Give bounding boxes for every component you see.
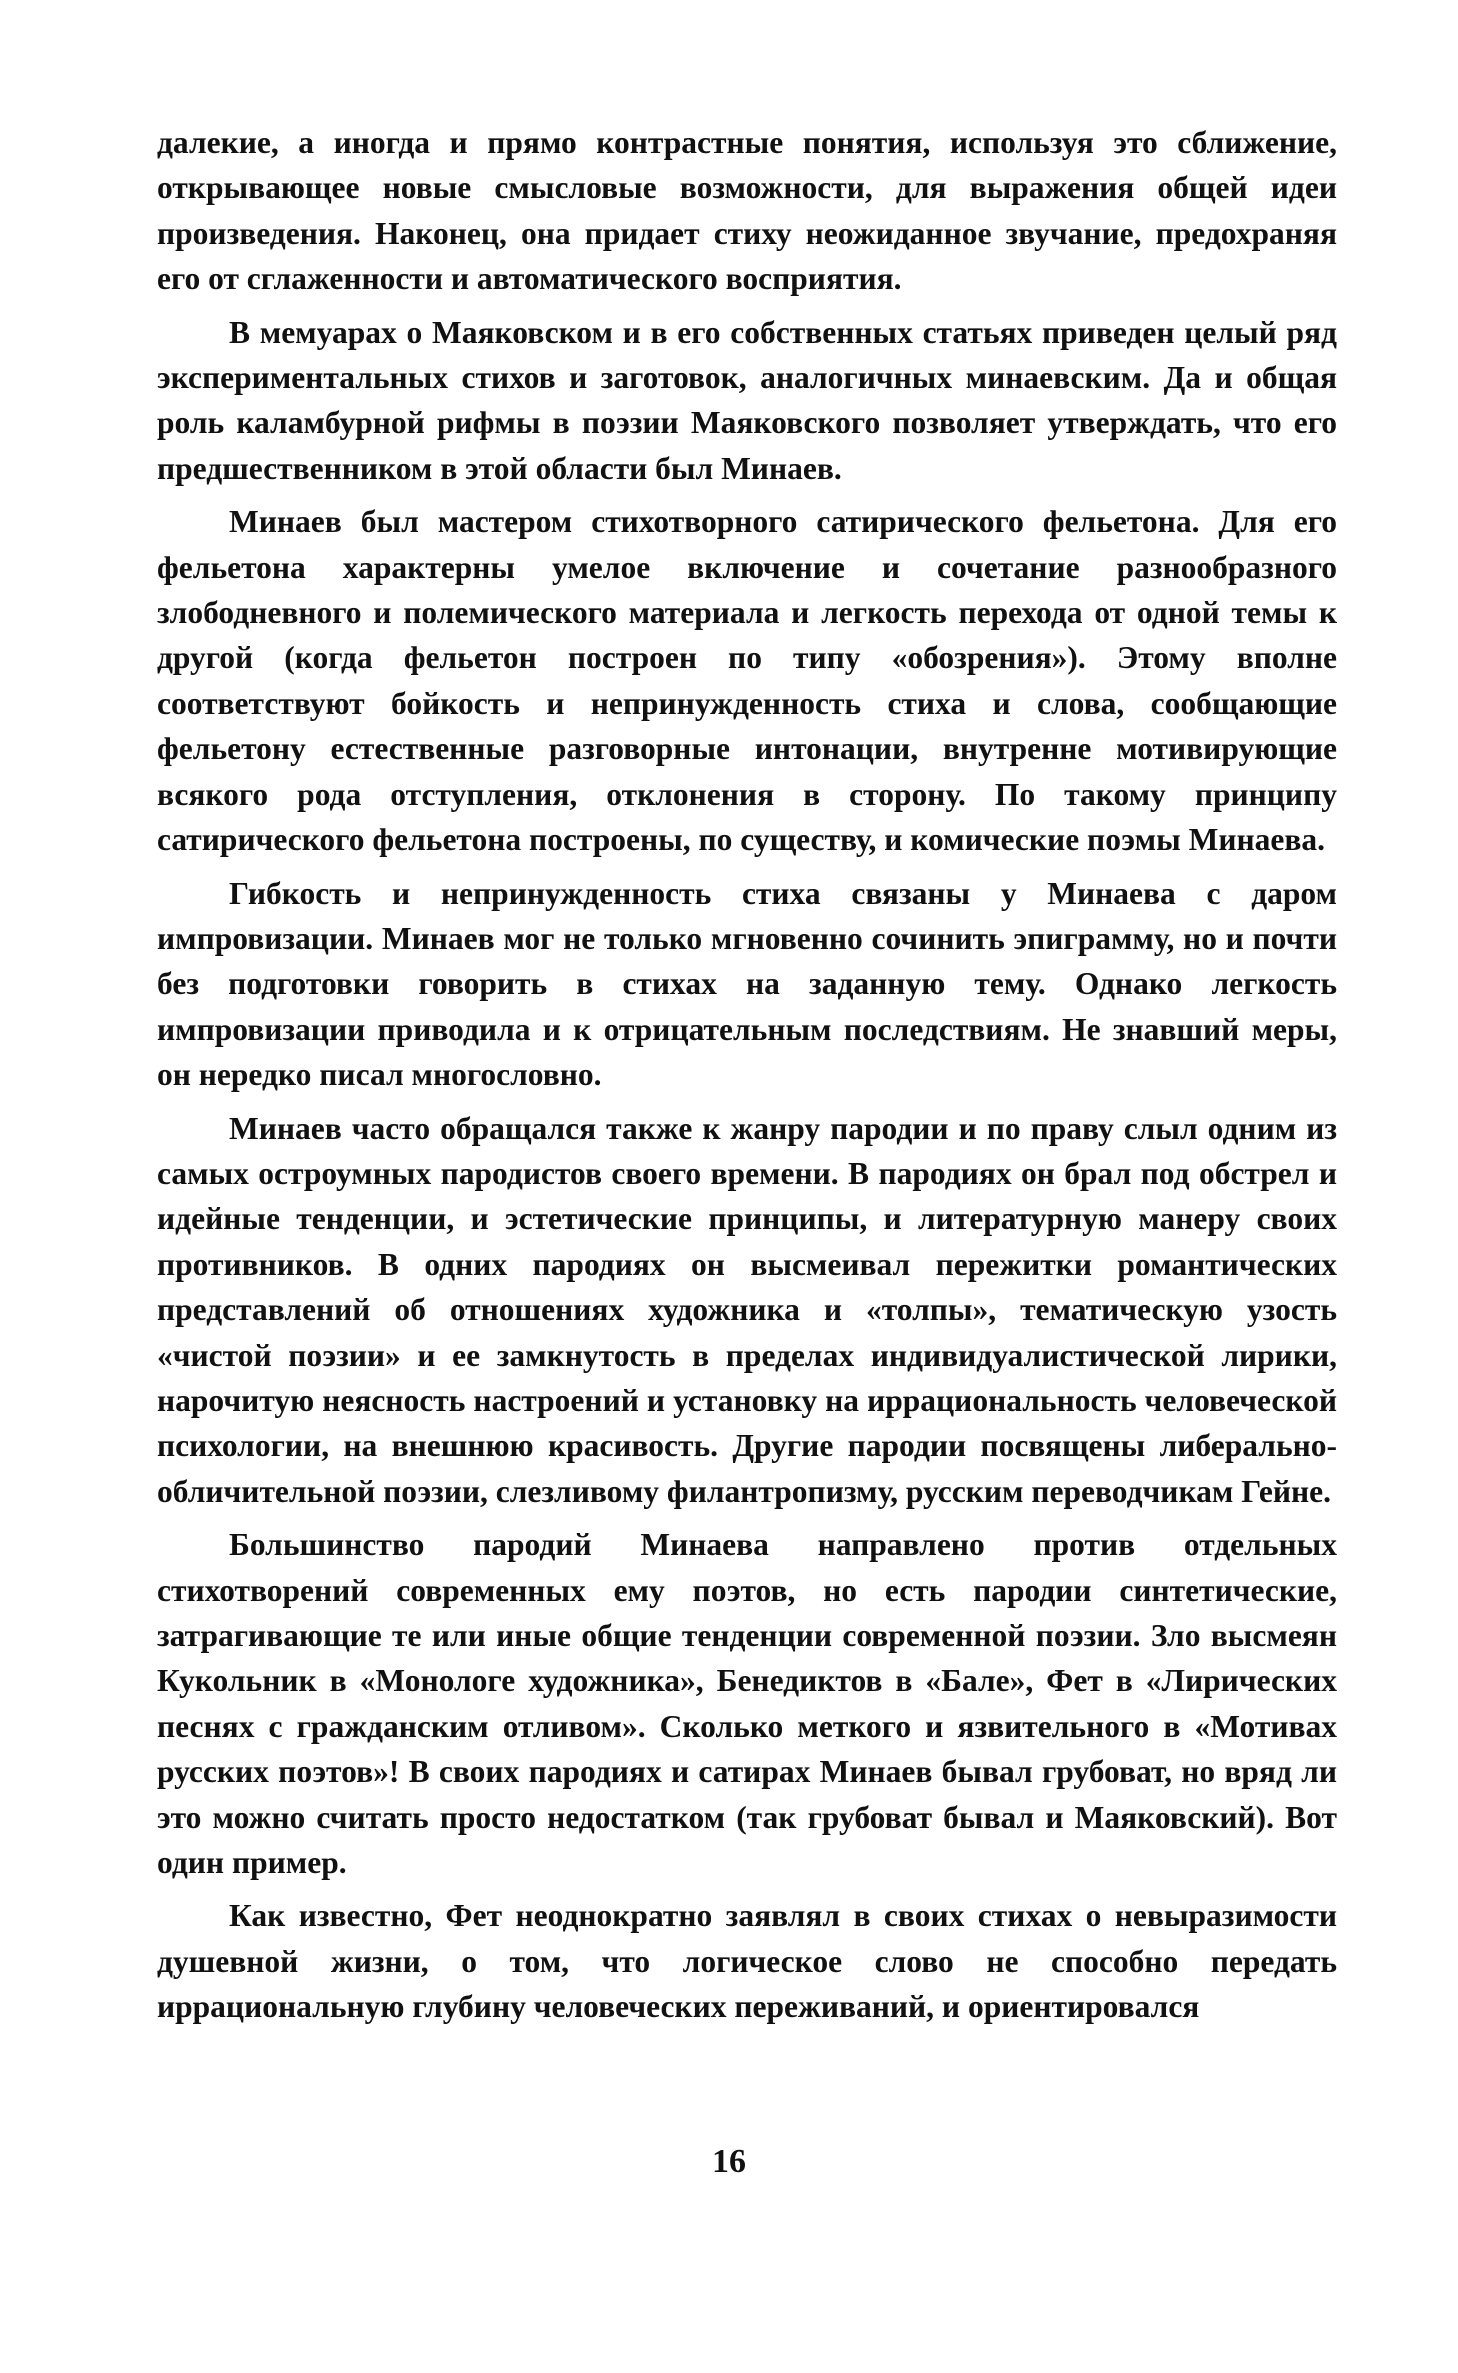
paragraph-5: Минаев часто обращался также к жанру пародии и по праву слыл одним из самых остроумных пародистов своего времени. В пародиях он брал под обстрел и идейные тенденции, и эстетические принципы, и литературную манеру своих противников. В одних пародиях он высмеивал пережитки романтических представлений об отношениях художника и «толпы», тематическую узость «чистой поэзии» и ее замкнутость в пределах индивидуалистической лирики, нарочитую неясность настроений и установку на иррациональность человеческой психологии, на внешнюю красивость. Другие пародии посвящены либерально-обличительной поэзии, слезливому филантропизму, русским переводчикам Гейне. (157, 1110, 1337, 1509)
page-number: 16 (712, 2143, 746, 2180)
paragraph-6: Большинство пародий Минаева направлено против отдельных стихотворений современных ему поэтов, но есть пародии синтетические, затрагивающие те или иные общие тенденции современной поэзии. Зло высмеян Кукольник в «Монологе художника», Бенедиктов в «Бале», Фет в «Лирических песнях с гражданским отливом». Сколько меткого и язвительного в «Мотивах русских поэтов»! В своих пародиях и сатирах Минаев бывал грубоват, но вряд ли это можно считать просто недостатком (так грубоват бывал и Маяковский). Вот один пример. (157, 1527, 1337, 1881)
paragraph-7: Как известно, Фет неоднократно заявлял в своих стихах о невыразимости душевной жизни, о том, что логическое слово не способно передать иррациональную глубину человеческих переживаний, и ориентировался (157, 1898, 1337, 2025)
paragraph-4: Гибкость и непринужденность стиха связаны у Минаева с даром импровизации. Минаев мог не только мгновенно сочинить эпиграмму, но и почти без подготовки говорить в стихах на заданную тему. Однако легкость импровизации приводила и к отрицательным последствиям. Не знавший меры, он нередко писал многословно. (157, 875, 1337, 1093)
paragraph-3: Минаев был мастером стихотворного сатирического фельетона. Для его фельетона характерны умелое включение и сочетание разнообразного злободневного и полемического материала и легкость перехода от одной темы к другой (когда фельетон построен по типу «обозрения»). Этому вполне соответствуют бойкость и непринужденность стиха и слова, сообщающие фельетону естественные разговорные интонации, внутренне мотивирующие всякого рода отступления, отклонения в сторону. По такому принципу сатирического фельетона построены, по существу, и комические поэмы Минаева. (157, 504, 1337, 858)
page-body (157, 120, 1337, 2038)
paragraph-2: В мемуарах о Маяковском и в его собственных статьях приведен целый ряд экспериментальных стихов и заготовок, аналогичных минаевским. Да и общая роль каламбурной рифмы в поэзии Маяковского позволяет утверждать, что его предшественником в этой области был Минаев. (157, 314, 1337, 486)
paragraph-1: далекие, а иногда и прямо контрастные понятия, используя это сближение, открывающее новые смысловые возможности, для выражения общей идеи произведения. Наконец, она придает стиху неожиданное звучание, предохраняя его от сглаженности и автоматического восприятия. (157, 125, 1337, 297)
